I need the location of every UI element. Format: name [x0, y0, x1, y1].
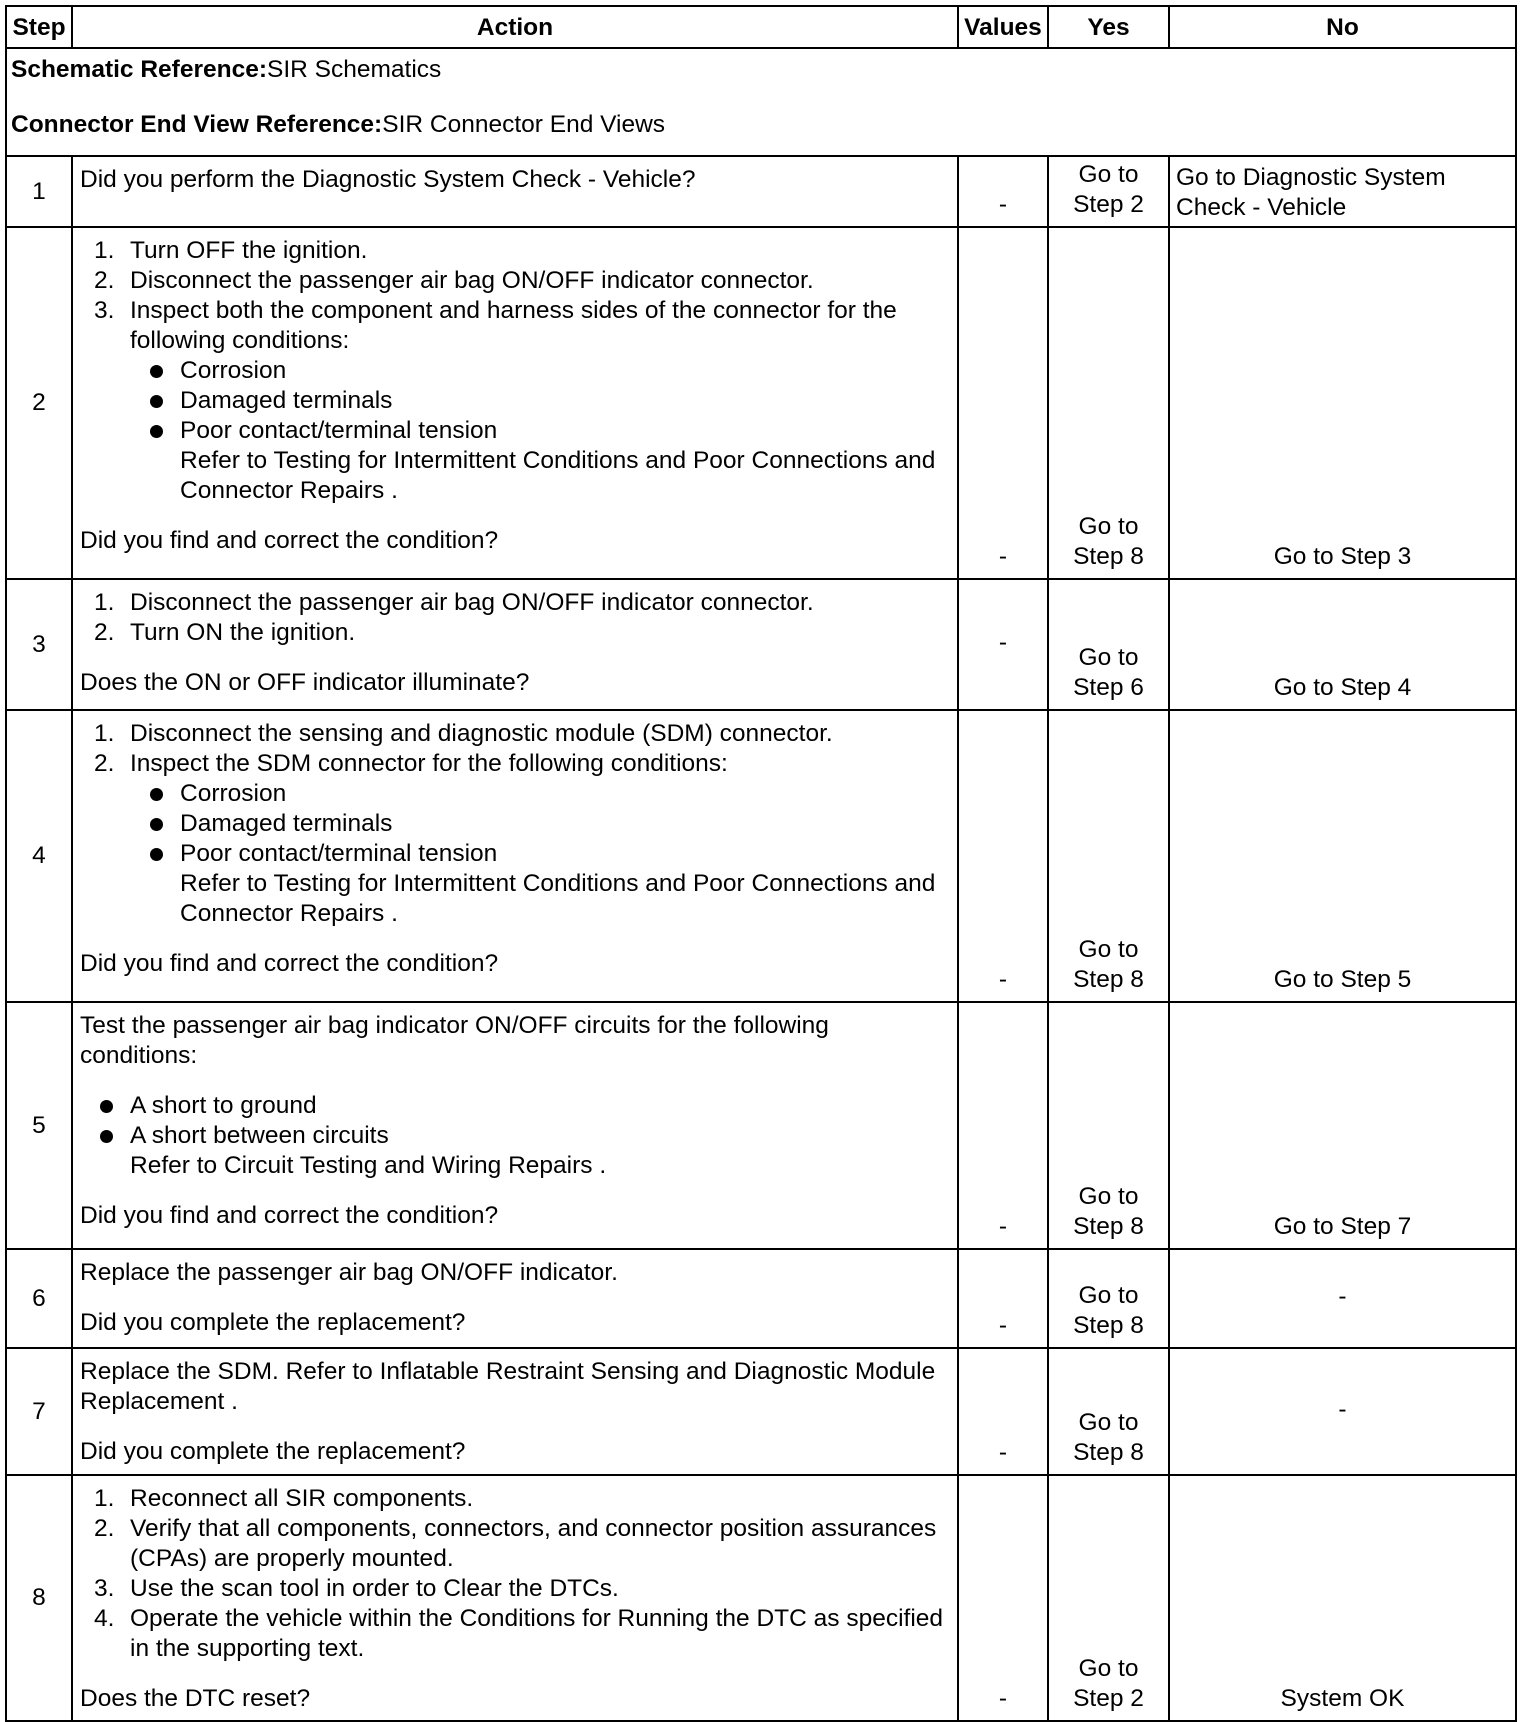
yes-cell — [1048, 710, 1169, 1002]
step-number: 8 — [6, 1475, 72, 1721]
step-number: 7 — [6, 1348, 72, 1475]
action-question: Did you perform the Diagnostic System Check - Vehicle? — [80, 166, 696, 193]
schematic-reference — [11, 55, 1511, 85]
yes-link[interactable]: Go to Step 2 — [1073, 1655, 1144, 1712]
table-row-step-3 — [6, 579, 1516, 710]
bullet-icon — [144, 809, 180, 839]
values-text: - — [998, 1685, 1008, 1712]
yes-cell — [1048, 579, 1169, 710]
bullet-list — [80, 356, 949, 446]
yes-cell — [1048, 1002, 1169, 1249]
numbered-step: 2. Turn ON the ignition. — [94, 619, 356, 646]
values-text: - — [998, 1312, 1008, 1339]
schematic-reference-link[interactable]: SIR Schematics — [267, 56, 442, 83]
step-number: 5 — [6, 1002, 72, 1249]
bullet-icon — [144, 839, 180, 869]
numbered-step: 1. Turn OFF the ignition. — [94, 237, 368, 264]
yes-link[interactable]: Go to Step 8 — [1073, 1183, 1144, 1240]
numbered-step: 2. Inspect the SDM connector for the following conditions: — [94, 750, 728, 777]
values-text: - — [998, 1439, 1008, 1466]
no-line-2: Check - Vehicle — [1176, 194, 1347, 221]
no-link[interactable]: Go to Step 5 — [1273, 966, 1412, 993]
no-cell — [1169, 579, 1516, 710]
bullet-item: Damaged terminals — [144, 386, 949, 416]
bullet-item: A short between circuits — [94, 1121, 949, 1151]
values-text: - — [998, 191, 1008, 218]
header-yes: Yes — [1048, 6, 1169, 48]
bullet-list — [80, 1091, 949, 1151]
no-link[interactable]: Go to Step 4 — [1273, 674, 1412, 701]
bullet-icon — [144, 779, 180, 809]
action-question: Did you find and correct the condition? — [80, 950, 499, 977]
action-cell — [72, 710, 958, 1002]
bullet-icon — [144, 386, 180, 416]
numbered-steps — [80, 236, 949, 356]
yes-line-1: Go to — [1078, 161, 1139, 188]
numbered-step: 2. Disconnect the passenger air bag ON/OFF indicator connector. — [94, 267, 814, 294]
numbered-steps — [80, 588, 949, 648]
numbered-step: 1. Reconnect all SIR components. — [94, 1485, 474, 1512]
reference-cell — [6, 48, 1516, 156]
no-cell — [1169, 1475, 1516, 1721]
values-text: - — [998, 966, 1008, 993]
action-question: Did you find and correct the condition? — [80, 527, 499, 554]
action-text[interactable]: Replace the SDM. Refer to Inflatable Restraint Sensing and Diagnostic Module Replacement . — [80, 1358, 936, 1415]
connector-reference-label: Connector End View Reference: — [11, 111, 383, 138]
numbered-step: 4. Operate the vehicle within the Conditions for Running the DTC as specified in the supporting text. — [94, 1605, 944, 1662]
table-row-step-1 — [6, 156, 1516, 227]
refer-link[interactable]: Refer to Circuit Testing and Wiring Repairs . — [130, 1152, 607, 1179]
refer-link[interactable]: Refer to Testing for Intermittent Conditions and Poor Connections and Connector Repairs . — [180, 447, 936, 504]
no-link[interactable]: Go to Step 7 — [1273, 1213, 1412, 1240]
values-text: - — [998, 1213, 1008, 1240]
no-text: - — [1338, 1396, 1347, 1423]
numbered-step: 1. Disconnect the passenger air bag ON/OFF indicator connector. — [94, 589, 814, 616]
yes-link[interactable] — [1049, 160, 1168, 220]
yes-link[interactable]: Go to Step 8 — [1073, 513, 1144, 570]
yes-link[interactable]: Go to Step 6 — [1073, 644, 1144, 701]
header-values: Values — [958, 6, 1048, 48]
connector-reference-link[interactable]: SIR Connector End Views — [382, 111, 666, 138]
action-cell — [72, 1348, 958, 1475]
reference-row — [6, 48, 1516, 156]
no-cell — [1169, 156, 1516, 227]
values-text: - — [998, 629, 1008, 656]
refer-link[interactable]: Refer to Testing for Intermittent Conditions and Poor Connections and Connector Repairs . — [180, 870, 936, 927]
yes-cell — [1048, 1249, 1169, 1348]
numbered-steps — [80, 719, 949, 779]
values-cell — [958, 1249, 1048, 1348]
yes-line-2: Step 2 — [1073, 191, 1144, 218]
action-text: Test the passenger air bag indicator ON/OFF circuits for the following conditions: — [80, 1012, 829, 1069]
action-cell — [72, 1002, 958, 1249]
action-cell — [72, 156, 958, 227]
values-cell — [958, 1002, 1048, 1249]
bullet-item: Poor contact/terminal tension — [144, 839, 949, 869]
no-cell — [1169, 1249, 1516, 1348]
diagnostic-table — [5, 5, 1517, 1722]
no-cell — [1169, 1348, 1516, 1475]
values-cell — [958, 156, 1048, 227]
action-cell — [72, 1475, 958, 1721]
table-row-step-8 — [6, 1475, 1516, 1721]
no-cell — [1169, 1002, 1516, 1249]
no-text: System OK — [1280, 1685, 1405, 1712]
bullet-icon — [144, 416, 180, 446]
bullet-icon — [144, 356, 180, 386]
action-text: Replace the passenger air bag ON/OFF indicator. — [80, 1259, 618, 1286]
step-number: 3 — [6, 579, 72, 710]
values-text: - — [998, 543, 1008, 570]
action-question: Did you find and correct the condition? — [80, 1202, 499, 1229]
values-cell — [958, 579, 1048, 710]
header-row — [6, 6, 1516, 48]
no-cell — [1169, 227, 1516, 579]
table-row-step-4 — [6, 710, 1516, 1002]
bullet-list — [80, 779, 949, 869]
bullet-item: Damaged terminals — [144, 809, 949, 839]
step-number: 6 — [6, 1249, 72, 1348]
table-row-step-7 — [6, 1348, 1516, 1475]
values-cell — [958, 227, 1048, 579]
yes-link[interactable]: Go to Step 8 — [1073, 1282, 1144, 1339]
yes-link[interactable]: Go to Step 8 — [1073, 936, 1144, 993]
header-no: No — [1169, 6, 1516, 48]
no-line-1: Go to Diagnostic System — [1176, 164, 1446, 191]
table-row-step-2 — [6, 227, 1516, 579]
step-number: 2 — [6, 227, 72, 579]
action-question: Does the DTC reset? — [80, 1685, 311, 1712]
no-link[interactable] — [1176, 163, 1511, 223]
action-cell — [72, 227, 958, 579]
yes-link[interactable]: Go to Step 8 — [1073, 1409, 1144, 1466]
action-cell — [72, 579, 958, 710]
bullet-icon — [94, 1121, 130, 1151]
action-question: Did you complete the replacement? — [80, 1309, 466, 1336]
yes-cell — [1048, 227, 1169, 579]
action-question: Did you complete the replacement? — [80, 1438, 466, 1465]
no-text: - — [1338, 1283, 1347, 1310]
numbered-step: 3. Use the scan tool in order to Clear the DTCs. — [94, 1575, 619, 1602]
bullet-item: A short to ground — [94, 1091, 949, 1121]
values-cell — [958, 1475, 1048, 1721]
yes-cell — [1048, 1475, 1169, 1721]
values-cell — [958, 1348, 1048, 1475]
action-cell — [72, 1249, 958, 1348]
action-question: Does the ON or OFF indicator illuminate? — [80, 669, 530, 696]
numbered-steps — [80, 1484, 949, 1664]
no-link[interactable]: Go to Step 3 — [1273, 543, 1412, 570]
table-row-step-6 — [6, 1249, 1516, 1348]
bullet-item: Poor contact/terminal tension — [144, 416, 949, 446]
values-cell — [958, 710, 1048, 1002]
bullet-item: Corrosion — [144, 779, 949, 809]
header-step: Step — [6, 6, 72, 48]
numbered-step: 3. Inspect both the component and harness sides of the connector for the following conditions: — [94, 297, 897, 354]
yes-cell — [1048, 156, 1169, 227]
bullet-icon — [94, 1091, 130, 1121]
step-number: 1 — [6, 156, 72, 227]
header-action: Action — [72, 6, 958, 48]
connector-reference — [11, 110, 1511, 140]
no-cell — [1169, 710, 1516, 1002]
numbered-step: 2. Verify that all components, connectors, and connector position assurances (CPAs) are properly mounted. — [94, 1515, 937, 1572]
table-row-step-5 — [6, 1002, 1516, 1249]
step-number: 4 — [6, 710, 72, 1002]
bullet-item: Corrosion — [144, 356, 949, 386]
numbered-step: 1. Disconnect the sensing and diagnostic module (SDM) connector. — [94, 720, 833, 747]
yes-cell — [1048, 1348, 1169, 1475]
schematic-reference-label: Schematic Reference: — [11, 56, 268, 83]
